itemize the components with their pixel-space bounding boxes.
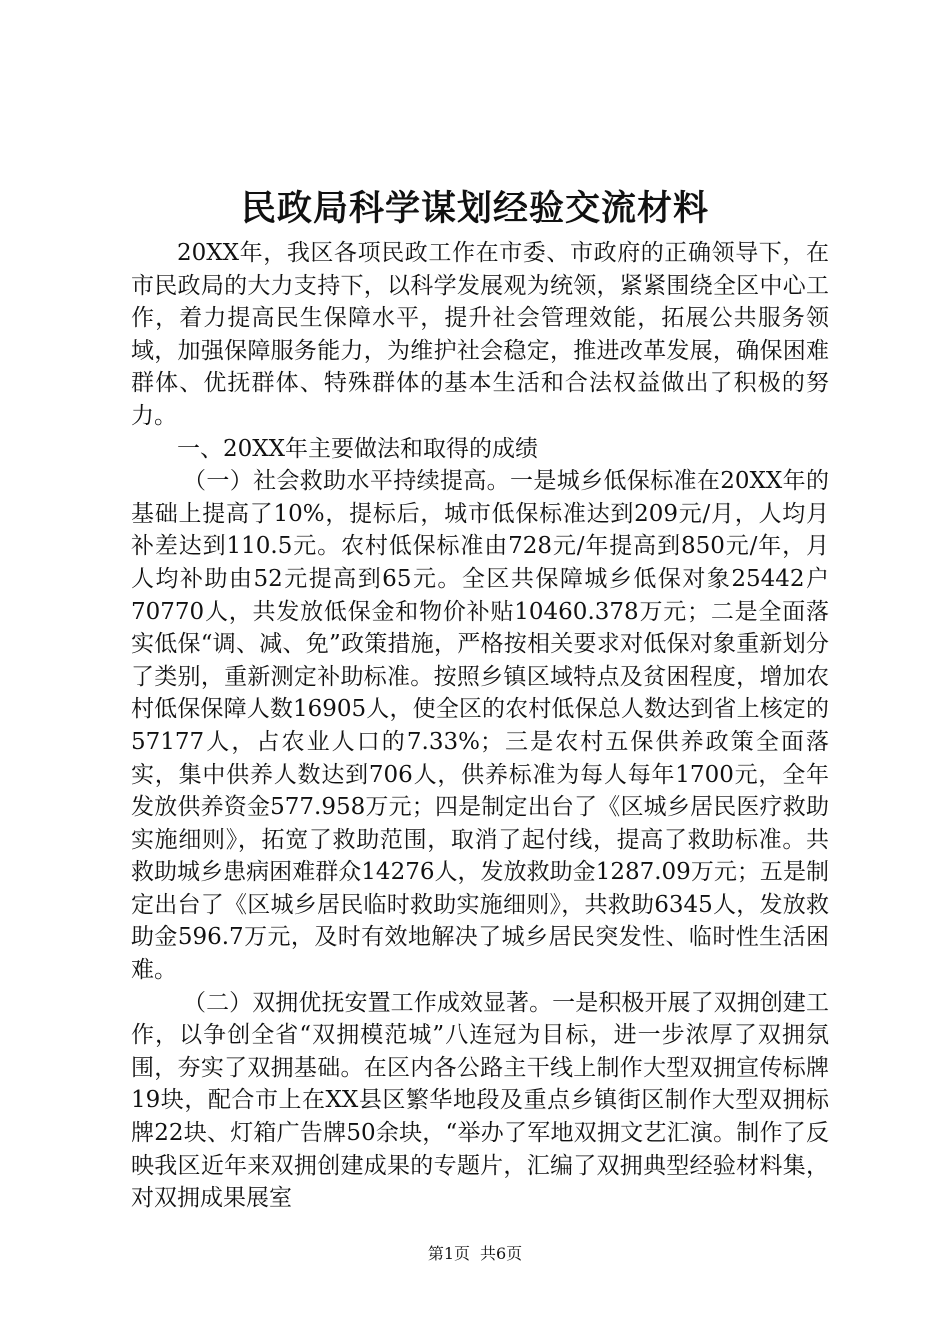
section-heading: 一、20XX年主要做法和取得的成绩 [177,435,539,462]
document-title: 民政局科学谋划经验交流材料 [240,189,709,229]
page-number: 第1页 [427,1244,470,1263]
body-paragraph-support-army: （二）双拥优抚安置工作成效显著。一是积极开展了双拥创建工作，以争创全省“双拥模范城”八连冠为目标，进一步浓厚了双拥氛围，夯实了双拥基础。在区内各公路主干线上制作大型双拥宣传标牌19块，配合市上在XX县区繁华地段及重点乡镇街区制作大型双拥标牌22块、灯箱广告牌50余块，“举办了军地双拥文艺汇演。制作了反映我区近年来双拥创建成果的专题片，汇编了双拥典型经验材料集，对双拥成果展室 [131,989,829,1212]
document-body [131,237,829,1215]
intro-paragraph: 20XX年，我区各项民政工作在市委、市政府的正确领导下，在市民政局的大力支持下，以科学发展观为统领，紧紧围绕全区中心工作，着力提高民生保障水平，提升社会管理效能，拓展公共服务领域，加强保障服务能力，为维护社会稳定，推进改革发展，确保困难群体、优抚群体、特殊群体的基本生活和合法权益做出了积极的努力。 [131,240,829,429]
page-footer [0,1243,950,1265]
page-total: 共6页 [480,1244,523,1263]
body-paragraph-social-assistance: （一）社会救助水平持续提高。一是城乡低保标准在20XX年的基础上提高了10%，提标后，城市低保标准达到209元/月，人均月补差达到110.5元。农村低保标准由728元/年提高到850元/年，月人均补助由52元提高到65元。全区共保障城乡低保对象25442户70770人，共发放低保金和物价补贴10460.378万元；二是全面落实低保“调、减、免”政策措施，严格按相关要求对低保对象重新划分了类别，重新测定补助标准。按照乡镇区域特点及贫困程度，增加农村低保保障人数16905人，使全区的农村低保总人数达到省上核定的57177人，占农业人口的7.33%；三是农村五保供养政策全面落实，集中供养人数达到706人，供养标准为每人每年1700元，全年发放供养资金577.958万元；四是制定出台了《区城乡居民医疗救助实施细则》，拓宽了救助范围，取消了起付线，提高了救助标准。共救助城乡患病困难群众14276人，发放救助金1287.09万元；五是制定出台了《区城乡居民临时救助实施细则》，共救助6345人，发放救助金596.7万元，及时有效地解决了城乡居民突发性、临时性生活困难。 [131,468,829,984]
